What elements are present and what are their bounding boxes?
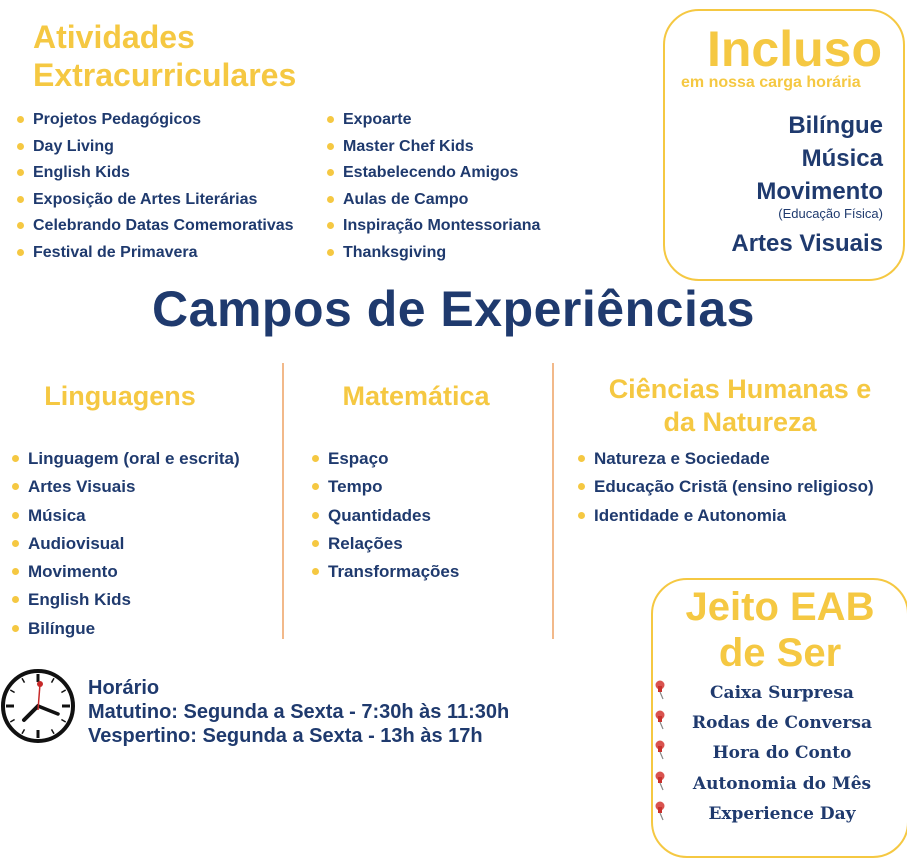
jeito-title-line2: de Ser	[718, 631, 842, 675]
list-item: Day Living	[17, 137, 294, 164]
list-item: Tempo	[312, 477, 459, 505]
jeito-title	[651, 584, 907, 676]
column-divider	[282, 363, 284, 639]
horario-vespertino: Vespertino: Segunda a Sexta - 13h às 17h	[88, 725, 483, 747]
linguagens-list	[12, 449, 240, 647]
campos-title: Campos de Experiências	[152, 281, 755, 337]
atividades-list-col1	[17, 110, 294, 270]
ciencias-title-line1: Ciências Humanas e	[608, 374, 872, 404]
jeito-item-rodas-de-conversa: Rodas de Conversa	[692, 713, 872, 733]
incluso-title: Incluso	[707, 21, 883, 77]
incluso-item-artes-visuais: Artes Visuais	[731, 230, 883, 257]
matematica-title	[306, 380, 526, 413]
pushpin-icon	[654, 771, 668, 791]
atividades-list-col2	[327, 110, 540, 270]
list-item: Aulas de Campo	[327, 190, 540, 217]
incluso-item-movimento: Movimento	[756, 178, 883, 205]
jeito-item-hora-do-conto: Hora do Conto	[712, 743, 852, 763]
column-divider	[552, 363, 554, 639]
list-item: Audiovisual	[12, 534, 240, 562]
atividades-title	[33, 18, 296, 94]
matematica-list	[312, 449, 459, 590]
jeito-title-line1: Jeito EAB	[685, 585, 875, 629]
list-item: English Kids	[12, 590, 240, 618]
pushpin-icon	[654, 740, 668, 760]
list-item: Projetos Pedagógicos	[17, 110, 294, 137]
list-item: Thanksgiving	[327, 243, 540, 270]
list-item: Master Chef Kids	[327, 137, 540, 164]
list-item: Identidade e Autonomia	[578, 506, 874, 534]
pushpin-icon	[654, 801, 668, 821]
list-item: Transformações	[312, 562, 459, 590]
list-item: Bilíngue	[12, 619, 240, 647]
incluso-item-musica: Música	[801, 145, 883, 172]
list-item: Estabelecendo Amigos	[327, 163, 540, 190]
list-item: Quantidades	[312, 506, 459, 534]
atividades-title-line1: Atividades	[33, 19, 195, 55]
jeito-item-autonomia-do-mes: Autonomia do Mês	[692, 774, 872, 794]
ciencias-list	[578, 449, 874, 534]
list-item: English Kids	[17, 163, 294, 190]
incluso-movimento-note: (Educação Física)	[778, 206, 883, 221]
clock-icon	[0, 668, 76, 744]
linguagens-title	[10, 380, 230, 413]
horario-block	[88, 676, 509, 748]
list-item: Inspiração Montessoriana	[327, 216, 540, 243]
list-item: Exposição de Artes Literárias	[17, 190, 294, 217]
horario-matutino: Matutino: Segunda a Sexta - 7:30h às 11:30h	[88, 701, 510, 723]
jeito-item-caixa-surpresa: Caixa Surpresa	[710, 683, 854, 703]
horario-label: Horário	[88, 677, 160, 699]
incluso-subtitle: em nossa carga horária	[681, 74, 861, 91]
pushpin-icon	[654, 680, 668, 700]
ciencias-title-line2: da Natureza	[663, 407, 817, 437]
list-item: Relações	[312, 534, 459, 562]
list-item: Educação Cristã (ensino religioso)	[578, 477, 874, 505]
list-item: Festival de Primavera	[17, 243, 294, 270]
ciencias-title	[590, 373, 890, 439]
list-item: Linguagem (oral e escrita)	[12, 449, 240, 477]
list-item: Movimento	[12, 562, 240, 590]
linguagens-title-line1: Linguagens	[44, 381, 196, 411]
atividades-title-line2: Extracurriculares	[33, 57, 297, 93]
list-item: Música	[12, 506, 240, 534]
list-item: Celebrando Datas Comemorativas	[17, 216, 294, 243]
pushpin-icon	[654, 710, 668, 730]
matematica-title-line1: Matemática	[342, 381, 490, 411]
incluso-item-bilingue: Bilíngue	[788, 112, 883, 139]
list-item: Expoarte	[327, 110, 540, 137]
list-item: Artes Visuais	[12, 477, 240, 505]
jeito-item-experience-day: Experience Day	[708, 804, 856, 824]
list-item: Espaço	[312, 449, 459, 477]
list-item: Natureza e Sociedade	[578, 449, 874, 477]
